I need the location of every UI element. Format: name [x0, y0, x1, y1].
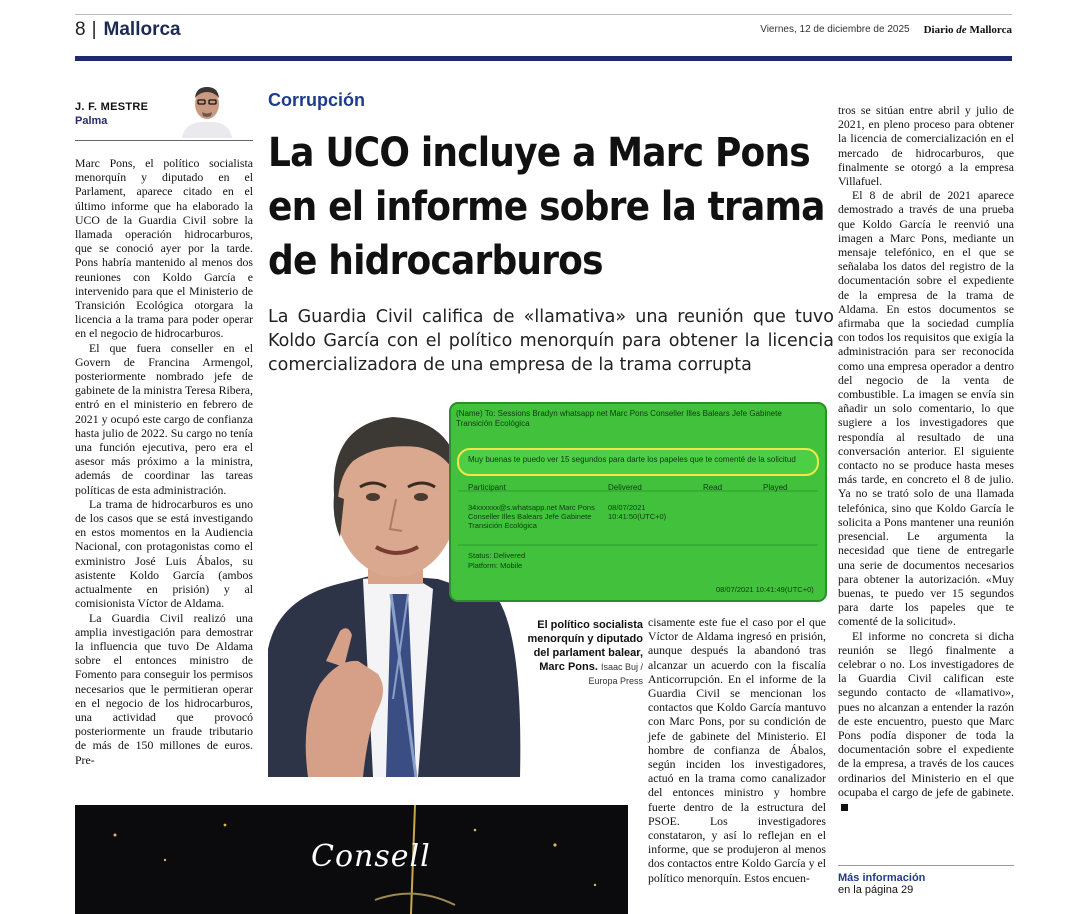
- photo-credit: Isaac Buj / Europa Press: [588, 662, 643, 686]
- body-column-4: [838, 103, 1014, 813]
- author-place: Palma: [75, 115, 108, 127]
- more-info-rule: [838, 865, 1014, 866]
- brand-part-3: Mallorca: [966, 23, 1012, 36]
- platform-line: Platform: Mobile: [468, 561, 523, 570]
- paragraph-text: El informe no concreta si dicha reunión se llegó finalmente a celebrar o no. Los investigadores de la Guardia Civil califican este segundo contacto de «llamativo», pues no alcanzan a entender la razón de este encuentro, puesto que Marc Pons podía disponer de toda la documentación sobre el expediente de la empresa, a través de los cauces ordinarios del Ministerio en el que ocupaba el cargo de jefe de gabinete.: [838, 628, 1014, 799]
- brand-part-1: Diario: [923, 23, 957, 36]
- headline: La UCO incluye a Marc Pons en el informe sobre la trama de hidrocarburos: [268, 130, 825, 284]
- row-participant: 34xxxxxx@s.whatsapp.net Marc Pons Conseller Illes Balears Jefe Gabinete Transición Ecológica: [468, 503, 595, 530]
- author-avatar: [178, 80, 236, 138]
- col-played: Played: [763, 483, 788, 492]
- screenshot-status: [468, 551, 525, 571]
- byline-rule: [75, 140, 253, 141]
- newspaper-brand: [924, 24, 1012, 36]
- header-separator: |: [91, 18, 97, 40]
- page-number: 8: [75, 18, 86, 40]
- whatsapp-screenshot: [450, 403, 826, 601]
- photo-caption: [510, 618, 643, 688]
- paragraph: La trama de hidrocarburos es uno de los casos que se está investigando en estos momentos en la Audiencia Nacional, con protagonistas como el exministro José Luis Ábalos, su asistente Koldo García (ambos actualmente en prisión) y al comisionista Víctor de Aldama.: [75, 496, 253, 611]
- col-delivered: Delivered: [608, 483, 642, 492]
- paragraph: Marc Pons, el político socialista menorquín y diputado en el Parlament, aparece citado en el último informe que ha elaborado la UCO de la Guardia Civil sobre la llamada operación hidrocarburos, que se conoció ayer por la tarde. Pons habría mantenido al menos dos reuniones con Koldo García e intervenido para que el Ministerio de Transición Ecológica otorgara la licencia a la trama para poder operar en el negocio de hidrocarburos.: [75, 156, 253, 341]
- paragraph: El que fuera conseller en el Govern de Francina Armengol, posteriormente nombrado jefe de gabinete de la ministra Teresa Ribera, entró en el ministerio en febrero de 2021 y ocupó este cargo de confianza hasta julio de 2022. Su cargo no tenía una función ejecutiva, pero era el asesor más próximo a la ministra, además de coordinar las tareas políticas de esta administración.: [75, 340, 253, 497]
- status-line: Status: Delivered: [468, 551, 526, 560]
- col-participant: Participant: [468, 483, 506, 492]
- caption-text: El político socialista menorquín y diputado del parlament balear, Marc Pons.: [527, 619, 643, 673]
- row-delivered: 08/07/2021 10:41:50(UTC+0): [608, 503, 667, 521]
- screenshot-row: [468, 503, 818, 530]
- paragraph: cisamente este fue el caso por el que Víctor de Aldama ingresó en prisión, aunque después la abandonó tras alcanzar un acuerdo con la fiscalía Anticorrupción. En el informe de la Guardia Civil se mencionan los contactos que Koldo García mantuvo con Marc Pons, por su condición de jefe de gabinete del Ministerio. El hombre de confianza de Ábalos, según inciden los investigadores, actuó en la trama como canalizador del entonces ministro y hombre fuerte dentro de la estructura del PSOE. Los investigadores constataron, y así lo reflejan en el informe, que se produjeron al menos dos contactos entre Koldo García y el político menorquín. Estos encuen-: [648, 615, 826, 885]
- author-name: J. F. MESTRE: [75, 101, 149, 113]
- issue-date: Viernes, 12 de diciembre de 2025: [760, 24, 910, 35]
- more-info: [838, 872, 925, 896]
- section-name: Mallorca: [103, 18, 181, 40]
- more-info-label: Más información: [838, 872, 926, 884]
- screenshot-header: (Name) To: Sessions Bradyn whatsapp net Marc Pons Conseller Illes Balears Jefe Gabinete Transición Ecológica: [456, 409, 782, 428]
- screenshot-message: Muy buenas te puedo ver 15 segundos para darte los papeles que te comenté de la solicitud: [468, 455, 796, 464]
- advertisement: [75, 805, 628, 914]
- header-right: [760, 24, 1012, 36]
- end-mark-icon: [841, 804, 848, 811]
- screenshot-footer-time: 08/07/2021 10:41:49(UTC+0): [716, 585, 814, 594]
- header-rule: [75, 56, 1012, 61]
- kicker: Corrupción: [268, 90, 365, 110]
- deck: La Guardia Civil califica de «llamativa» una reunión que tuvo Koldo García con el político menorquín para obtener la licencia comercializadora de una empresa de la trama corrupta: [268, 307, 834, 375]
- paragraph: [838, 629, 1014, 814]
- paragraph: tros se sitúan entre abril y julio de 2021, en pleno proceso para obtener la licencia de comercialización en el mercado de hidrocarburos, que finalmente se otorgó a la empresa Villafuel.: [838, 103, 1014, 189]
- screenshot-columns: [468, 483, 818, 492]
- body-column-3: [648, 615, 826, 885]
- body-column-1: [75, 156, 253, 767]
- paragraph: La Guardia Civil realizó una amplia investigación para demostrar la influencia que tuvo De Aldama sobre el entonces ministro de Fomento para conseguir los permisos necesarios que le permitieran operar en el negocio de los hidrocarburos, una actividad que provocó posteriormente un fraude tributario de más de 150 millones de euros. Pre-: [75, 610, 253, 767]
- more-info-page: en la página 29: [838, 884, 914, 896]
- brand-part-2: de: [956, 23, 967, 36]
- col-read: Read: [703, 483, 723, 492]
- ad-text: Consell: [311, 839, 431, 874]
- page-header: [75, 14, 1012, 44]
- paragraph: El 8 de abril de 2021 aparece demostrado a través de una prueba que Koldo García le reenvió una imagen a Marc Pons, mediante un mensaje telefónico, en el que se señalaba los datos del registro de la documentación sobre el expediente de la empresa de la trama de Aldama. En estos documentos se afirmaba que la sociedad cumplía con todos los requisitos que exigía la administración para ser reconocida como una empresa operador a dentro del negocio de la venta de combustible. La imagen se envía sin añadir un solo comentario, lo que sugiere a los investigadores que respondía al resultado de una conversación anterior. El siguiente contacto no se produce hasta meses más tarde, en concreto el 8 de julio. Ya no se trató solo de una llamada telefónica, sino que Koldo García le solicita a Pons mantener una reunión presencial. Le argumenta la necesidad que tiene de entregarle una serie de documentos necesarios para obtener la autorización. «Muy buenas, te puedo ver 15 segundos para darte los papeles que te comenté de la solicitud».: [838, 188, 1014, 629]
- byline: [75, 101, 148, 127]
